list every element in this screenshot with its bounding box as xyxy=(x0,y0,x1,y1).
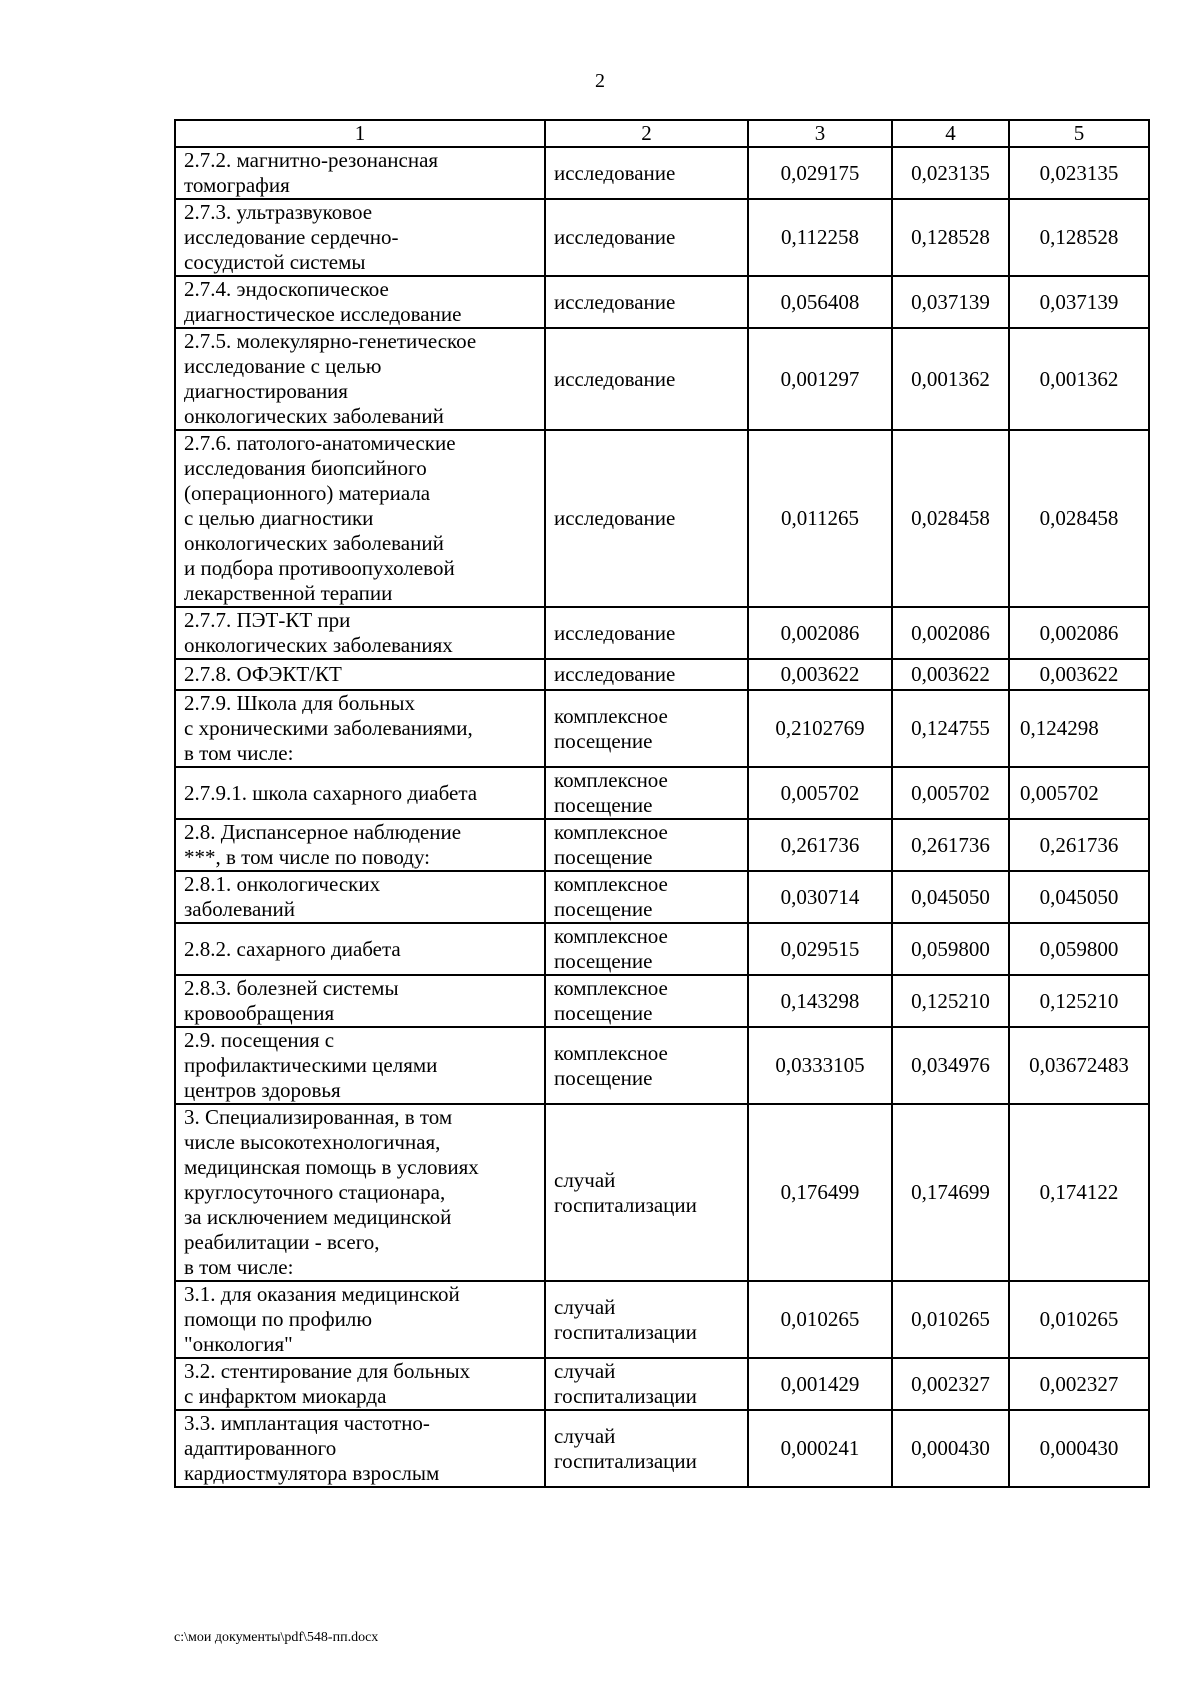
data-table xyxy=(174,119,1150,1488)
row-value-col3: 0,000241 xyxy=(748,1410,892,1487)
row-value-col5: 0,000430 xyxy=(1009,1410,1149,1487)
row-value-col3: 0,010265 xyxy=(748,1281,892,1358)
row-value-col5: 0,002086 xyxy=(1009,607,1149,659)
row-value-col4: 0,028458 xyxy=(892,430,1009,607)
column-header: 5 xyxy=(1009,120,1149,147)
row-value-col5: 0,023135 xyxy=(1009,147,1149,199)
row-value-col3: 0,176499 xyxy=(748,1104,892,1281)
page-number: 2 xyxy=(595,70,605,92)
row-value-col5: 0,037139 xyxy=(1009,276,1149,328)
row-unit-cell: исследование xyxy=(545,607,748,659)
column-header: 1 xyxy=(175,120,545,147)
row-value-col3: 0,001297 xyxy=(748,328,892,430)
row-value-col4: 0,002327 xyxy=(892,1358,1009,1410)
row-value-col4: 0,128528 xyxy=(892,199,1009,276)
table-row xyxy=(175,1358,1149,1410)
row-value-col4: 0,000430 xyxy=(892,1410,1009,1487)
row-value-col3: 0,029175 xyxy=(748,147,892,199)
table-row xyxy=(175,819,1149,871)
table-row xyxy=(175,659,1149,690)
row-name-cell: 2.7.9.1. школа сахарного диабета xyxy=(175,767,545,819)
row-value-col4: 0,059800 xyxy=(892,923,1009,975)
row-value-col3: 0,112258 xyxy=(748,199,892,276)
row-unit-cell: исследование xyxy=(545,659,748,690)
row-unit-cell: случай госпитализации xyxy=(545,1358,748,1410)
row-value-col4: 0,045050 xyxy=(892,871,1009,923)
row-unit-cell: комплексное посещение xyxy=(545,690,748,767)
row-value-col4: 0,261736 xyxy=(892,819,1009,871)
row-value-col5: 0,174122 xyxy=(1009,1104,1149,1281)
row-value-col5: 0,005702 xyxy=(1009,767,1149,819)
row-name-cell: 2.7.5. молекулярно-генетическое исследование с целью диагностирования онкологических заболеваний xyxy=(175,328,545,430)
row-name-cell: 2.8.3. болезней системы кровообращения xyxy=(175,975,545,1027)
row-value-col5: 0,010265 xyxy=(1009,1281,1149,1358)
row-value-col3: 0,029515 xyxy=(748,923,892,975)
row-name-cell: 3.2. стентирование для больных с инфарктом миокарда xyxy=(175,1358,545,1410)
row-value-col4: 0,001362 xyxy=(892,328,1009,430)
row-name-cell: 2.9. посещения с профилактическими целями центров здоровья xyxy=(175,1027,545,1104)
row-value-col4: 0,002086 xyxy=(892,607,1009,659)
row-value-col3: 0,011265 xyxy=(748,430,892,607)
row-value-col5: 0,03672483 xyxy=(1009,1027,1149,1104)
row-name-cell: 3. Специализированная, в том числе высокотехнологичная, медицинская помощь в условиях круглосуточного стационара, за исключением медицинской реабилитации - всего, в том числе: xyxy=(175,1104,545,1281)
row-value-col5: 0,261736 xyxy=(1009,819,1149,871)
row-name-cell: 3.1. для оказания медицинской помощи по профилю "онкология" xyxy=(175,1281,545,1358)
row-value-col3: 0,143298 xyxy=(748,975,892,1027)
row-name-cell: 2.7.2. магнитно-резонансная томография xyxy=(175,147,545,199)
row-value-col4: 0,023135 xyxy=(892,147,1009,199)
footer-file-path: c:\мои документы\pdf\548-пп.docx xyxy=(174,1630,379,1645)
row-name-cell: 2.8. Диспансерное наблюдение ***, в том числе по поводу: xyxy=(175,819,545,871)
row-name-cell: 2.7.6. патолого-анатомические исследования биопсийного (операционного) материала с целью диагностики онкологических заболеваний и подбора противоопухолевой лекарственной терапии xyxy=(175,430,545,607)
row-value-col5: 0,124298 xyxy=(1009,690,1149,767)
table-row xyxy=(175,430,1149,607)
row-name-cell: 2.7.8. ОФЭКТ/КТ xyxy=(175,659,545,690)
row-value-col4: 0,003622 xyxy=(892,659,1009,690)
column-header: 2 xyxy=(545,120,748,147)
row-value-col3: 0,056408 xyxy=(748,276,892,328)
column-header: 3 xyxy=(748,120,892,147)
row-value-col4: 0,125210 xyxy=(892,975,1009,1027)
row-value-col4: 0,174699 xyxy=(892,1104,1009,1281)
row-name-cell: 2.7.4. эндоскопическое диагностическое исследование xyxy=(175,276,545,328)
table-row xyxy=(175,1410,1149,1487)
row-value-col5: 0,125210 xyxy=(1009,975,1149,1027)
row-name-cell: 2.7.3. ультразвуковое исследование сердечно- сосудистой системы xyxy=(175,199,545,276)
row-unit-cell: исследование xyxy=(545,328,748,430)
row-value-col3: 0,005702 xyxy=(748,767,892,819)
row-value-col3: 0,001429 xyxy=(748,1358,892,1410)
table-row xyxy=(175,1027,1149,1104)
row-unit-cell: комплексное посещение xyxy=(545,1027,748,1104)
table-row xyxy=(175,871,1149,923)
table-row xyxy=(175,607,1149,659)
row-value-col3: 0,0333105 xyxy=(748,1027,892,1104)
row-value-col3: 0,002086 xyxy=(748,607,892,659)
table-row xyxy=(175,690,1149,767)
row-value-col5: 0,128528 xyxy=(1009,199,1149,276)
row-name-cell: 2.8.2. сахарного диабета xyxy=(175,923,545,975)
row-name-cell: 2.8.1. онкологических заболеваний xyxy=(175,871,545,923)
row-value-col5: 0,028458 xyxy=(1009,430,1149,607)
row-unit-cell: комплексное посещение xyxy=(545,767,748,819)
row-value-col5: 0,045050 xyxy=(1009,871,1149,923)
table-row xyxy=(175,147,1149,199)
row-unit-cell: случай госпитализации xyxy=(545,1410,748,1487)
row-value-col3: 0,003622 xyxy=(748,659,892,690)
table-header-row xyxy=(175,120,1149,147)
row-value-col4: 0,034976 xyxy=(892,1027,1009,1104)
table-row xyxy=(175,1104,1149,1281)
row-unit-cell: исследование xyxy=(545,430,748,607)
table-row xyxy=(175,276,1149,328)
row-unit-cell: исследование xyxy=(545,276,748,328)
row-unit-cell: комплексное посещение xyxy=(545,819,748,871)
table-body xyxy=(175,147,1149,1487)
row-value-col5: 0,003622 xyxy=(1009,659,1149,690)
row-value-col3: 0,030714 xyxy=(748,871,892,923)
row-unit-cell: комплексное посещение xyxy=(545,975,748,1027)
table-row xyxy=(175,328,1149,430)
row-unit-cell: случай госпитализации xyxy=(545,1104,748,1281)
row-value-col4: 0,005702 xyxy=(892,767,1009,819)
column-header: 4 xyxy=(892,120,1009,147)
row-value-col3: 0,2102769 xyxy=(748,690,892,767)
row-value-col4: 0,037139 xyxy=(892,276,1009,328)
row-name-cell: 2.7.9. Школа для больных с хроническими заболеваниями, в том числе: xyxy=(175,690,545,767)
row-value-col5: 0,001362 xyxy=(1009,328,1149,430)
table-row xyxy=(175,975,1149,1027)
row-value-col4: 0,010265 xyxy=(892,1281,1009,1358)
row-unit-cell: исследование xyxy=(545,147,748,199)
row-value-col4: 0,124755 xyxy=(892,690,1009,767)
row-value-col3: 0,261736 xyxy=(748,819,892,871)
table-row xyxy=(175,1281,1149,1358)
table-row xyxy=(175,199,1149,276)
row-name-cell: 2.7.7. ПЭТ-КТ при онкологических заболеваниях xyxy=(175,607,545,659)
table-row xyxy=(175,767,1149,819)
row-name-cell: 3.3. имплантация частотно- адаптированного кардиостмулятора взрослым xyxy=(175,1410,545,1487)
row-value-col5: 0,059800 xyxy=(1009,923,1149,975)
row-unit-cell: комплексное посещение xyxy=(545,923,748,975)
row-unit-cell: исследование xyxy=(545,199,748,276)
row-value-col5: 0,002327 xyxy=(1009,1358,1149,1410)
row-unit-cell: случай госпитализации xyxy=(545,1281,748,1358)
table-row xyxy=(175,923,1149,975)
row-unit-cell: комплексное посещение xyxy=(545,871,748,923)
